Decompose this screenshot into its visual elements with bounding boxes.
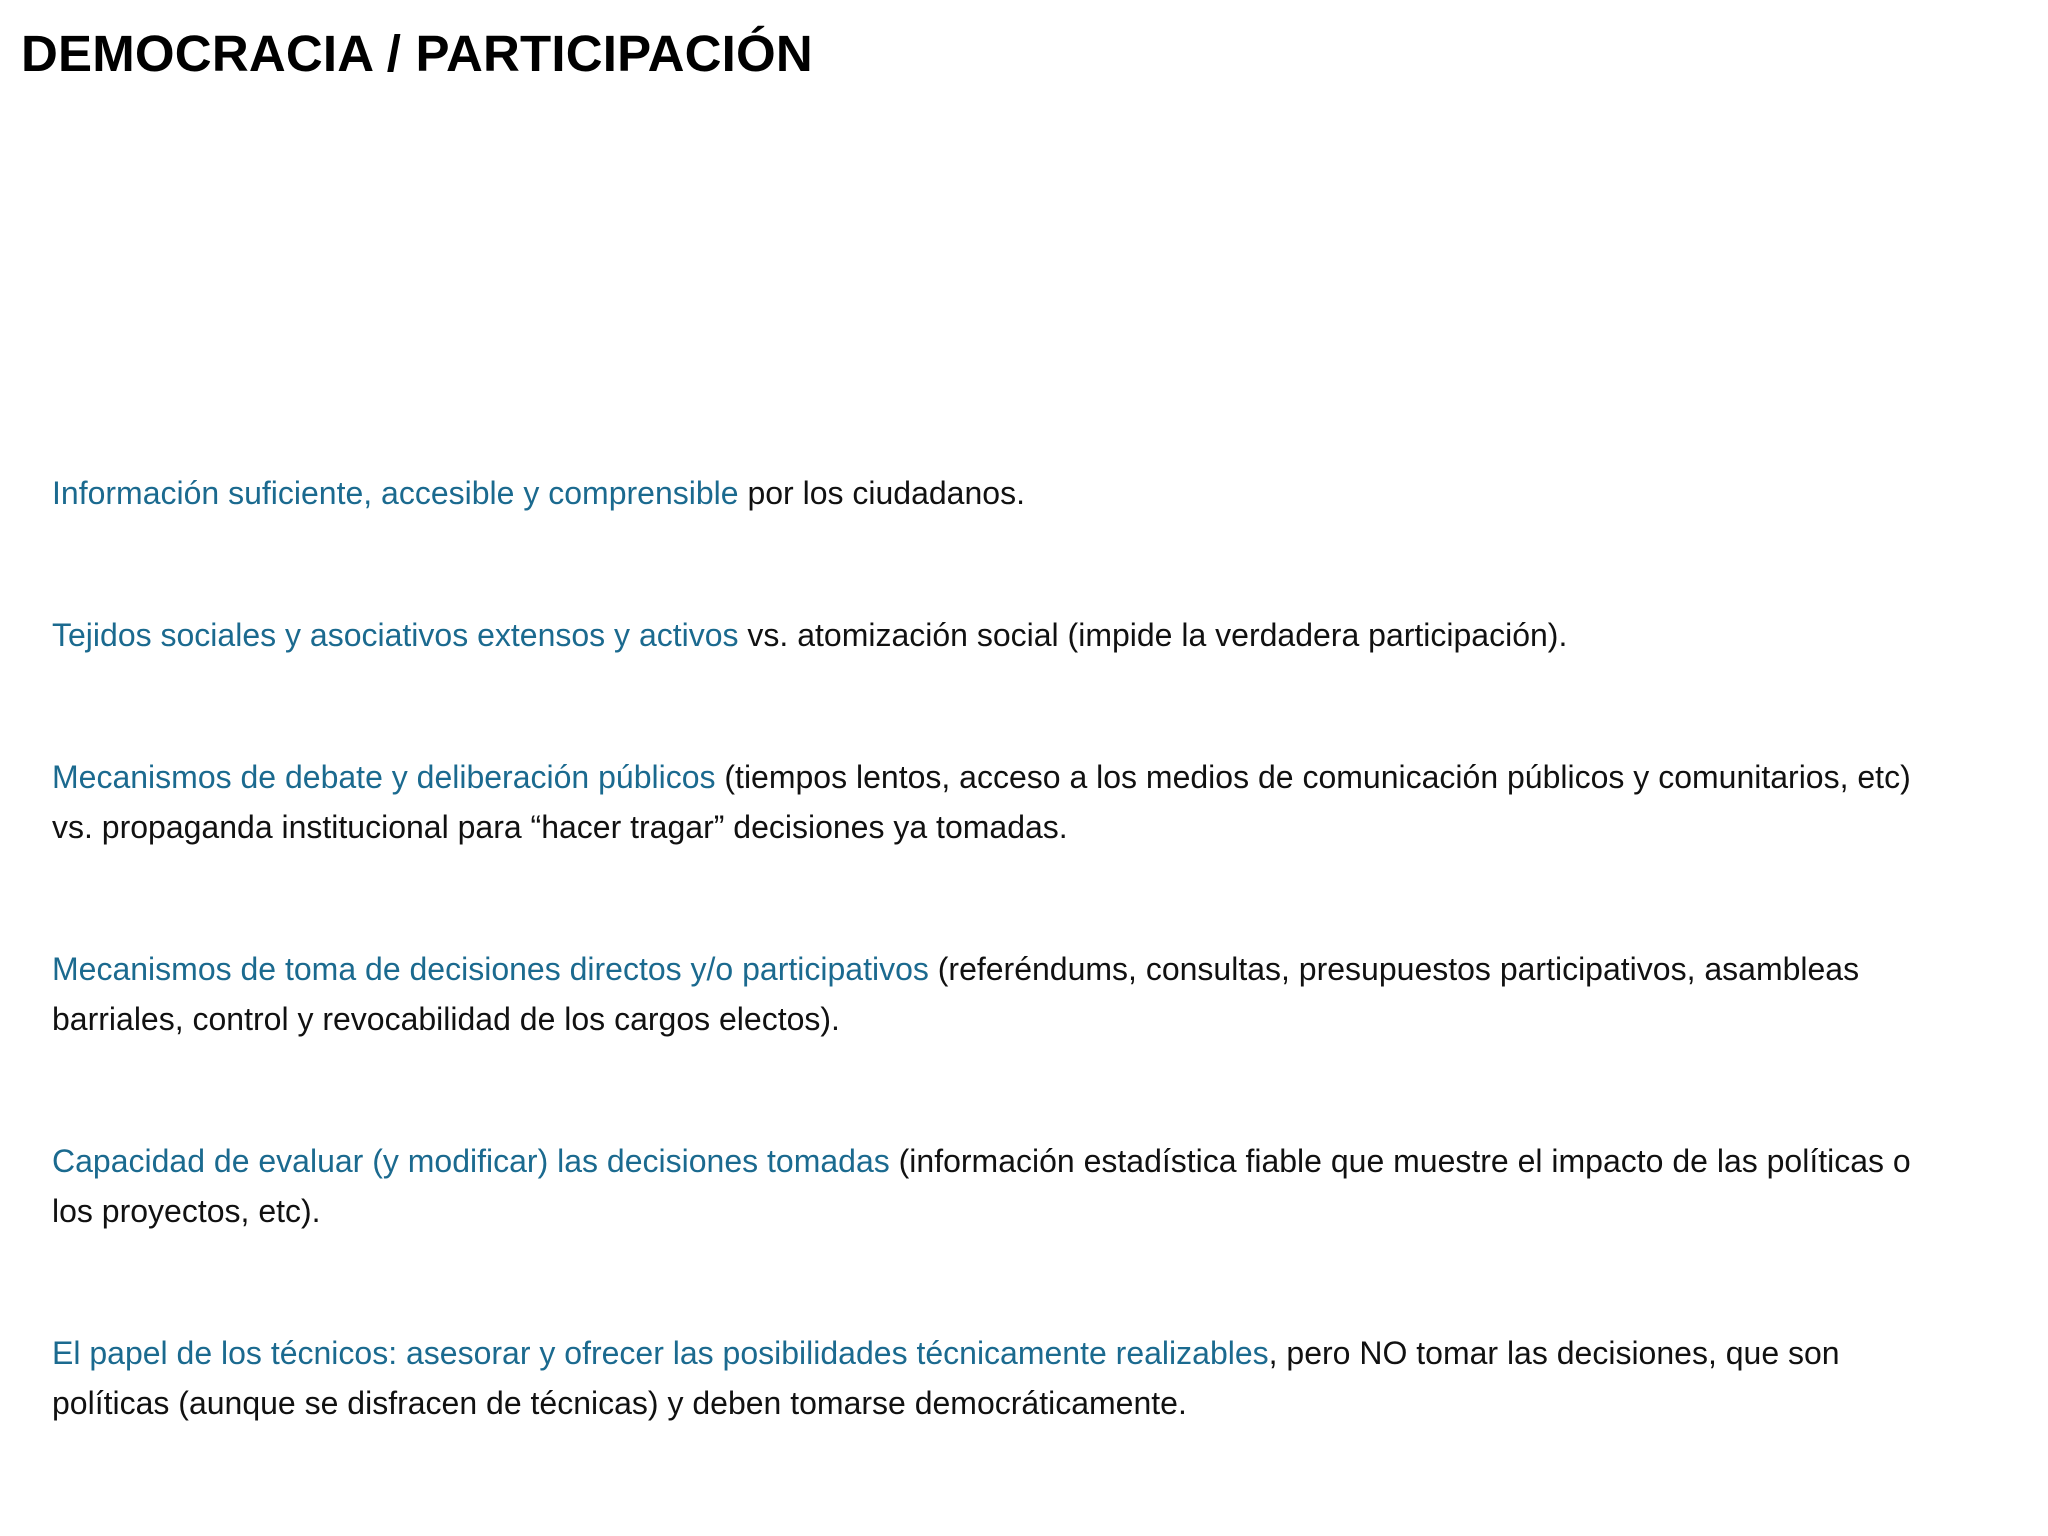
item-text: , pero NO tomar las decisiones, que son políticas (aunque se disfracen de técnicas) y deben tomarse democráticamente.	[52, 1335, 1840, 1421]
item-list	[52, 468, 1952, 1428]
item-highlight: Información suficiente, accesible y comprensible	[52, 475, 739, 511]
item-text: (referéndums, consultas, presupuestos participativos, asambleas barriales, control y revocabilidad de los cargos electos).	[52, 951, 1860, 1037]
item-text: vs. atomización social (impide la verdadera participación).	[738, 617, 1568, 653]
item-highlight: Tejidos sociales y asociativos extensos y activos	[52, 617, 739, 653]
item-highlight: El papel de los técnicos: asesorar y ofrecer las posibilidades técnicamente realizables	[52, 1335, 1269, 1371]
list-item	[52, 752, 1952, 852]
item-text: por los ciudadanos.	[738, 475, 1025, 511]
list-item	[52, 1328, 1952, 1428]
item-highlight: Mecanismos de debate y deliberación públicos	[52, 759, 716, 795]
list-item	[52, 610, 1952, 660]
list-item	[52, 944, 1952, 1044]
item-highlight: Mecanismos de toma de decisiones directos y/o participativos	[52, 951, 929, 987]
list-item	[52, 468, 1952, 518]
item-text: (tiempos lentos, acceso a los medios de comunicación públicos y comunitarios, etc) vs. propaganda institucional para “hacer tragar” decisiones ya tomadas.	[52, 759, 1911, 845]
item-highlight: Capacidad de evaluar (y modificar) las decisiones tomadas	[52, 1143, 890, 1179]
page-title: DEMOCRACIA / PARTICIPACIÓN	[21, 25, 813, 82]
list-item	[52, 1136, 1952, 1236]
item-text: (información estadística fiable que muestre el impacto de las políticas o los proyectos, etc).	[52, 1143, 1911, 1229]
